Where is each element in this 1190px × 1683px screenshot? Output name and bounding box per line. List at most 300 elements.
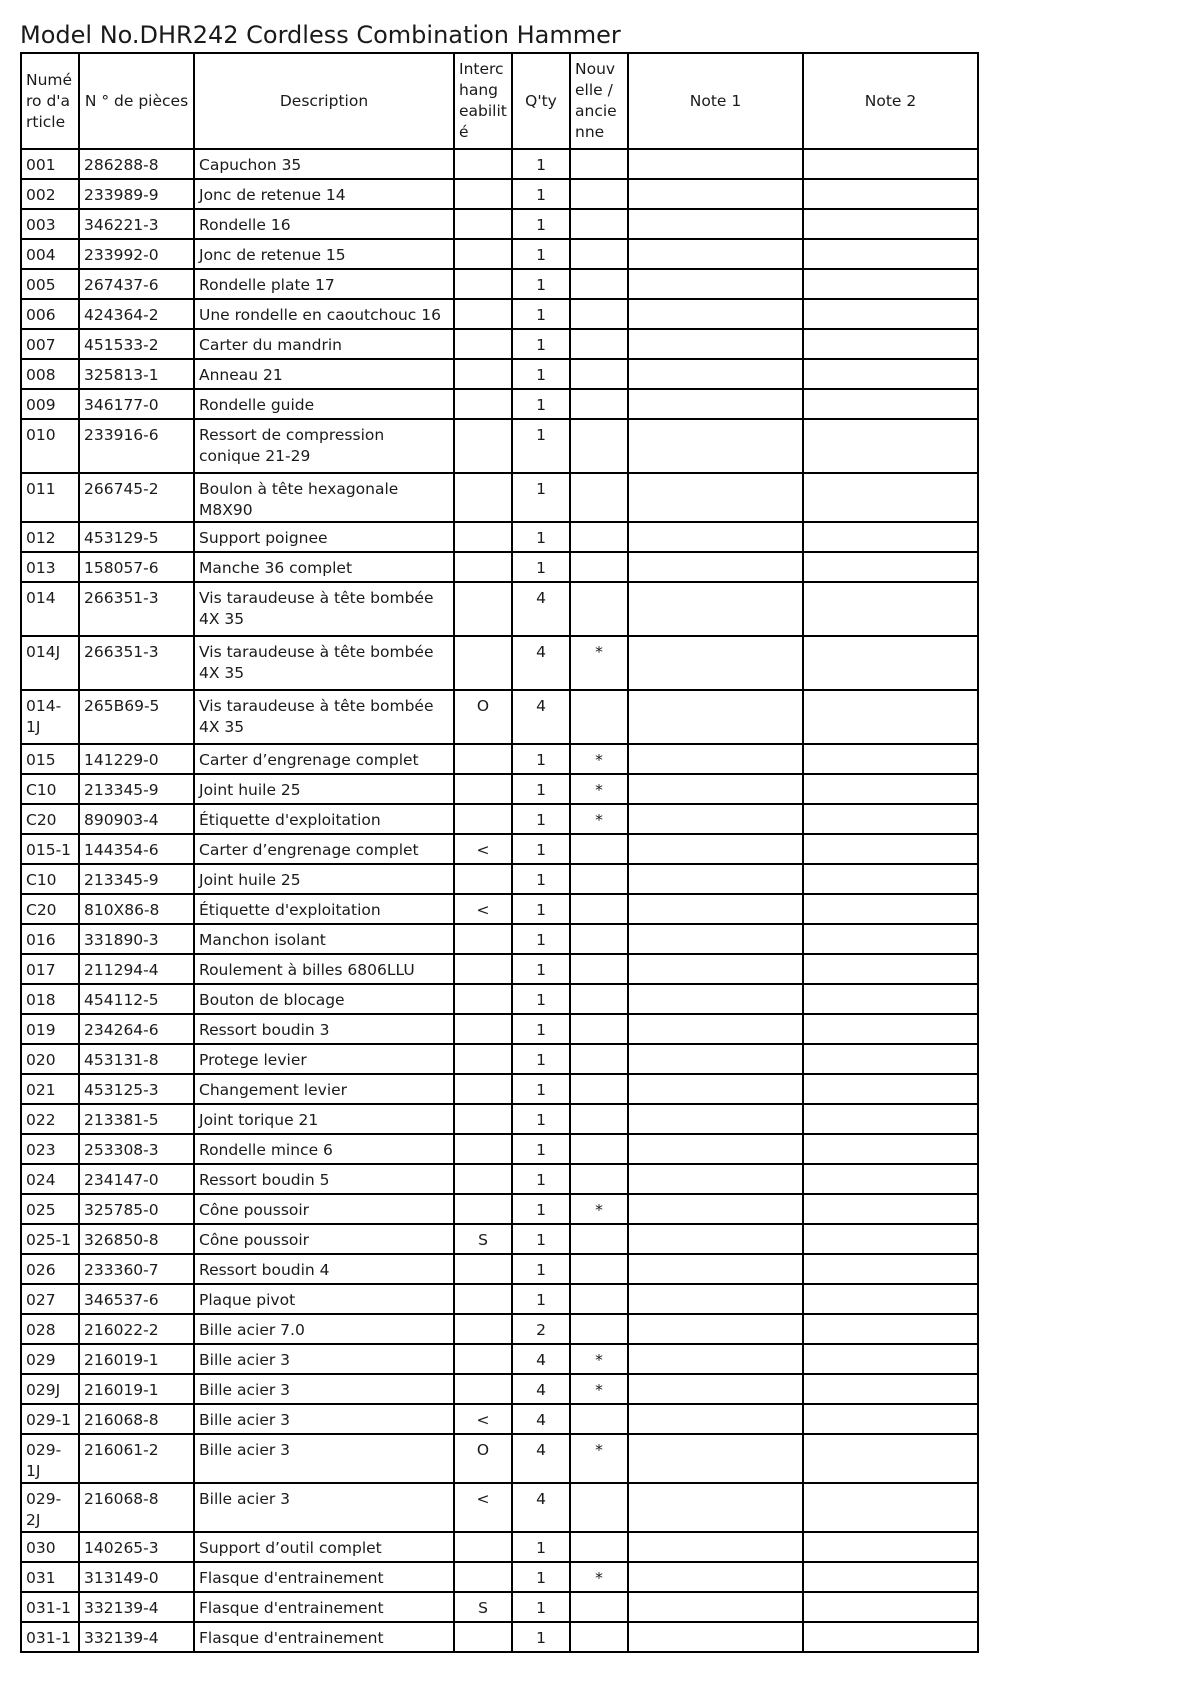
cell-note-2 — [803, 1014, 978, 1044]
cell-interchangeability — [454, 1284, 512, 1314]
cell-quantity: 1 — [512, 744, 570, 774]
table-row — [21, 924, 978, 954]
cell-quantity: 4 — [512, 582, 570, 636]
cell-item-number: 029-1 — [21, 1404, 79, 1434]
cell-description: Carter d’engrenage complet — [194, 834, 454, 864]
cell-new-old — [570, 239, 628, 269]
cell-new-old — [570, 209, 628, 239]
cell-quantity: 4 — [512, 1404, 570, 1434]
cell-quantity: 1 — [512, 389, 570, 419]
cell-new-old: * — [570, 1194, 628, 1224]
cell-quantity: 1 — [512, 1562, 570, 1592]
cell-interchangeability: O — [454, 1434, 512, 1483]
cell-quantity: 1 — [512, 359, 570, 389]
cell-item-number: 014-1J — [21, 690, 79, 744]
cell-quantity: 1 — [512, 894, 570, 924]
cell-description: Rondelle 16 — [194, 209, 454, 239]
cell-quantity: 4 — [512, 1344, 570, 1374]
cell-note-1 — [628, 269, 803, 299]
cell-note-2 — [803, 1483, 978, 1532]
parts-table-body — [21, 149, 978, 1652]
table-row — [21, 473, 978, 522]
cell-part-number: 325813-1 — [79, 359, 194, 389]
table-row — [21, 1344, 978, 1374]
cell-item-number: 015 — [21, 744, 79, 774]
cell-item-number: 031-1 — [21, 1622, 79, 1652]
cell-description: Une rondelle en caoutchouc 16 — [194, 299, 454, 329]
cell-note-1 — [628, 1074, 803, 1104]
table-row — [21, 1314, 978, 1344]
cell-new-old: * — [570, 1344, 628, 1374]
cell-interchangeability — [454, 774, 512, 804]
cell-quantity: 1 — [512, 1074, 570, 1104]
cell-note-2 — [803, 1044, 978, 1074]
table-row — [21, 1483, 978, 1532]
cell-note-2 — [803, 804, 978, 834]
cell-description: Flasque d'entrainement — [194, 1562, 454, 1592]
cell-new-old — [570, 299, 628, 329]
cell-part-number: 213345-9 — [79, 774, 194, 804]
cell-note-1 — [628, 1104, 803, 1134]
cell-note-2 — [803, 1164, 978, 1194]
table-row — [21, 1562, 978, 1592]
cell-note-2 — [803, 1284, 978, 1314]
cell-description: Ressort boudin 5 — [194, 1164, 454, 1194]
cell-note-1 — [628, 1044, 803, 1074]
cell-part-number: 234147-0 — [79, 1164, 194, 1194]
cell-item-number: 021 — [21, 1074, 79, 1104]
cell-part-number: 267437-6 — [79, 269, 194, 299]
cell-note-1 — [628, 984, 803, 1014]
cell-part-number: 424364-2 — [79, 299, 194, 329]
cell-interchangeability — [454, 419, 512, 473]
page-title: Model No.DHR242 Cordless Combination Hammer — [20, 21, 621, 49]
cell-description: Protege levier — [194, 1044, 454, 1074]
cell-note-2 — [803, 894, 978, 924]
cell-quantity: 4 — [512, 1374, 570, 1404]
cell-part-number: 266351-3 — [79, 582, 194, 636]
cell-item-number: 029-2J — [21, 1483, 79, 1532]
cell-quantity: 1 — [512, 774, 570, 804]
cell-new-old — [570, 552, 628, 582]
cell-part-number: 325785-0 — [79, 1194, 194, 1224]
cell-part-number: 266745-2 — [79, 473, 194, 522]
cell-part-number: 141229-0 — [79, 744, 194, 774]
cell-part-number: 332139-4 — [79, 1592, 194, 1622]
cell-part-number: 216022-2 — [79, 1314, 194, 1344]
cell-note-1 — [628, 1224, 803, 1254]
cell-part-number: 346221-3 — [79, 209, 194, 239]
cell-note-2 — [803, 1592, 978, 1622]
cell-note-1 — [628, 1562, 803, 1592]
cell-note-1 — [628, 690, 803, 744]
cell-part-number: 453125-3 — [79, 1074, 194, 1104]
cell-new-old: * — [570, 744, 628, 774]
cell-note-2 — [803, 419, 978, 473]
cell-quantity: 1 — [512, 1592, 570, 1622]
cell-interchangeability — [454, 1314, 512, 1344]
cell-note-2 — [803, 1404, 978, 1434]
cell-part-number: 346537-6 — [79, 1284, 194, 1314]
cell-note-1 — [628, 473, 803, 522]
cell-item-number: 001 — [21, 149, 79, 179]
cell-interchangeability: O — [454, 690, 512, 744]
cell-part-number: 346177-0 — [79, 389, 194, 419]
cell-part-number: 233989-9 — [79, 179, 194, 209]
cell-note-1 — [628, 1483, 803, 1532]
cell-description: Flasque d'entrainement — [194, 1622, 454, 1652]
cell-note-1 — [628, 1314, 803, 1344]
cell-note-2 — [803, 1134, 978, 1164]
cell-item-number: 020 — [21, 1044, 79, 1074]
cell-new-old — [570, 1014, 628, 1044]
cell-new-old — [570, 834, 628, 864]
cell-quantity: 1 — [512, 269, 570, 299]
cell-note-2 — [803, 864, 978, 894]
cell-description: Joint huile 25 — [194, 774, 454, 804]
cell-item-number: C10 — [21, 864, 79, 894]
cell-description: Vis taraudeuse à tête bombée 4X 35 — [194, 690, 454, 744]
cell-item-number: 011 — [21, 473, 79, 522]
table-row — [21, 834, 978, 864]
cell-item-number: 013 — [21, 552, 79, 582]
table-header-row — [21, 53, 978, 149]
cell-quantity: 2 — [512, 1314, 570, 1344]
cell-interchangeability — [454, 1622, 512, 1652]
table-row — [21, 1044, 978, 1074]
cell-item-number: 028 — [21, 1314, 79, 1344]
cell-description: Cône poussoir — [194, 1224, 454, 1254]
table-row — [21, 1434, 978, 1483]
cell-quantity: 4 — [512, 636, 570, 690]
cell-note-2 — [803, 774, 978, 804]
cell-part-number: 216061-2 — [79, 1434, 194, 1483]
cell-note-2 — [803, 636, 978, 690]
cell-new-old — [570, 690, 628, 744]
cell-quantity: 1 — [512, 804, 570, 834]
table-row — [21, 209, 978, 239]
table-row — [21, 744, 978, 774]
cell-description: Carter du mandrin — [194, 329, 454, 359]
cell-new-old — [570, 1483, 628, 1532]
cell-new-old — [570, 1164, 628, 1194]
cell-note-1 — [628, 924, 803, 954]
cell-new-old — [570, 269, 628, 299]
cell-note-2 — [803, 1224, 978, 1254]
cell-note-2 — [803, 744, 978, 774]
cell-item-number: 023 — [21, 1134, 79, 1164]
header-new-old-label: Nouv elle / ancie nne — [575, 60, 617, 141]
cell-interchangeability — [454, 149, 512, 179]
cell-note-1 — [628, 1434, 803, 1483]
cell-item-number: 031-1 — [21, 1592, 79, 1622]
cell-note-1 — [628, 1134, 803, 1164]
cell-note-1 — [628, 179, 803, 209]
cell-new-old — [570, 473, 628, 522]
cell-note-2 — [803, 690, 978, 744]
table-row — [21, 329, 978, 359]
header-part-number-label: N ° de pièces — [84, 91, 189, 110]
cell-new-old: * — [570, 804, 628, 834]
cell-quantity: 1 — [512, 419, 570, 473]
cell-interchangeability — [454, 954, 512, 984]
cell-quantity: 1 — [512, 329, 570, 359]
table-row — [21, 984, 978, 1014]
table-row — [21, 582, 978, 636]
header-note-1 — [628, 53, 803, 149]
cell-interchangeability — [454, 329, 512, 359]
cell-new-old — [570, 389, 628, 419]
cell-item-number: 026 — [21, 1254, 79, 1284]
cell-new-old: * — [570, 1374, 628, 1404]
cell-note-2 — [803, 299, 978, 329]
cell-item-number: 010 — [21, 419, 79, 473]
cell-new-old — [570, 1044, 628, 1074]
cell-note-1 — [628, 1284, 803, 1314]
cell-description: Ressort boudin 4 — [194, 1254, 454, 1284]
cell-part-number: 216019-1 — [79, 1344, 194, 1374]
cell-note-1 — [628, 209, 803, 239]
cell-part-number: 233992-0 — [79, 239, 194, 269]
cell-quantity: 4 — [512, 1434, 570, 1483]
table-row — [21, 1284, 978, 1314]
cell-interchangeability — [454, 1254, 512, 1284]
cell-part-number: 810X86-8 — [79, 894, 194, 924]
cell-new-old — [570, 954, 628, 984]
cell-description: Bille acier 7.0 — [194, 1314, 454, 1344]
table-row — [21, 1404, 978, 1434]
cell-part-number: 313149-0 — [79, 1562, 194, 1592]
cell-new-old: * — [570, 1434, 628, 1483]
table-row — [21, 1134, 978, 1164]
cell-note-2 — [803, 239, 978, 269]
cell-note-1 — [628, 954, 803, 984]
table-row — [21, 1254, 978, 1284]
cell-new-old — [570, 1622, 628, 1652]
cell-description: Étiquette d'exploitation — [194, 804, 454, 834]
table-row — [21, 636, 978, 690]
cell-item-number: 025 — [21, 1194, 79, 1224]
cell-description: Jonc de retenue 14 — [194, 179, 454, 209]
table-row — [21, 774, 978, 804]
cell-part-number: 233916-6 — [79, 419, 194, 473]
cell-quantity: 1 — [512, 1044, 570, 1074]
cell-part-number: 216019-1 — [79, 1374, 194, 1404]
cell-part-number: 266351-3 — [79, 636, 194, 690]
cell-item-number: 004 — [21, 239, 79, 269]
cell-description: Ressort boudin 3 — [194, 1014, 454, 1044]
cell-part-number: 454112-5 — [79, 984, 194, 1014]
cell-interchangeability: < — [454, 1483, 512, 1532]
cell-description: Ressort de compression conique 21-29 — [194, 419, 454, 473]
cell-note-1 — [628, 1622, 803, 1652]
header-quantity — [512, 53, 570, 149]
cell-note-2 — [803, 1104, 978, 1134]
cell-quantity: 1 — [512, 1104, 570, 1134]
cell-new-old: * — [570, 636, 628, 690]
cell-interchangeability — [454, 1194, 512, 1224]
cell-description: Boulon à tête hexagonale M8X90 — [194, 473, 454, 522]
cell-interchangeability — [454, 804, 512, 834]
cell-quantity: 1 — [512, 1284, 570, 1314]
cell-new-old — [570, 894, 628, 924]
cell-interchangeability — [454, 1532, 512, 1562]
table-row — [21, 1074, 978, 1104]
cell-item-number: 027 — [21, 1284, 79, 1314]
cell-new-old — [570, 864, 628, 894]
cell-description: Manche 36 complet — [194, 552, 454, 582]
cell-new-old — [570, 1134, 628, 1164]
cell-item-number: 025-1 — [21, 1224, 79, 1254]
header-item-number — [21, 53, 79, 149]
cell-interchangeability — [454, 1374, 512, 1404]
cell-note-2 — [803, 1374, 978, 1404]
cell-interchangeability — [454, 984, 512, 1014]
cell-description: Bille acier 3 — [194, 1404, 454, 1434]
cell-part-number: 158057-6 — [79, 552, 194, 582]
cell-item-number: C20 — [21, 804, 79, 834]
table-row — [21, 1014, 978, 1044]
cell-interchangeability — [454, 269, 512, 299]
cell-note-1 — [628, 1532, 803, 1562]
cell-note-1 — [628, 299, 803, 329]
cell-note-2 — [803, 984, 978, 1014]
cell-item-number: 007 — [21, 329, 79, 359]
table-row — [21, 864, 978, 894]
cell-note-1 — [628, 1014, 803, 1044]
cell-quantity: 1 — [512, 1134, 570, 1164]
cell-note-2 — [803, 1344, 978, 1374]
cell-quantity: 1 — [512, 954, 570, 984]
cell-quantity: 1 — [512, 1224, 570, 1254]
cell-note-1 — [628, 864, 803, 894]
cell-description: Rondelle guide — [194, 389, 454, 419]
cell-note-2 — [803, 1532, 978, 1562]
cell-item-number: 022 — [21, 1104, 79, 1134]
header-new-old — [570, 53, 628, 149]
cell-quantity: 1 — [512, 522, 570, 552]
cell-part-number: 890903-4 — [79, 804, 194, 834]
table-row — [21, 1532, 978, 1562]
cell-interchangeability — [454, 582, 512, 636]
cell-interchangeability — [454, 636, 512, 690]
cell-note-1 — [628, 239, 803, 269]
cell-part-number: 216068-8 — [79, 1404, 194, 1434]
cell-new-old — [570, 582, 628, 636]
cell-item-number: 006 — [21, 299, 79, 329]
table-row — [21, 894, 978, 924]
cell-interchangeability — [454, 389, 512, 419]
cell-note-1 — [628, 1254, 803, 1284]
cell-item-number: 030 — [21, 1532, 79, 1562]
cell-new-old — [570, 924, 628, 954]
cell-quantity: 1 — [512, 984, 570, 1014]
cell-quantity: 1 — [512, 1164, 570, 1194]
header-description — [194, 53, 454, 149]
cell-note-1 — [628, 1374, 803, 1404]
table-row — [21, 522, 978, 552]
cell-note-1 — [628, 359, 803, 389]
cell-interchangeability — [454, 209, 512, 239]
table-row — [21, 1374, 978, 1404]
cell-interchangeability — [454, 522, 512, 552]
cell-new-old — [570, 1592, 628, 1622]
cell-part-number: 453131-8 — [79, 1044, 194, 1074]
cell-interchangeability — [454, 1104, 512, 1134]
cell-interchangeability — [454, 1344, 512, 1374]
cell-new-old — [570, 419, 628, 473]
table-row — [21, 1592, 978, 1622]
cell-part-number: 234264-6 — [79, 1014, 194, 1044]
header-item-number-label: Numé ro d'a rticle — [26, 70, 73, 131]
cell-item-number: 016 — [21, 924, 79, 954]
cell-interchangeability — [454, 299, 512, 329]
cell-quantity: 1 — [512, 1532, 570, 1562]
cell-new-old — [570, 1254, 628, 1284]
cell-interchangeability: S — [454, 1224, 512, 1254]
table-row — [21, 1164, 978, 1194]
cell-description: Changement levier — [194, 1074, 454, 1104]
cell-quantity: 1 — [512, 1194, 570, 1224]
cell-item-number: 014 — [21, 582, 79, 636]
cell-quantity: 1 — [512, 473, 570, 522]
table-row — [21, 299, 978, 329]
cell-item-number: 009 — [21, 389, 79, 419]
cell-note-2 — [803, 1254, 978, 1284]
cell-item-number: 024 — [21, 1164, 79, 1194]
cell-note-2 — [803, 1622, 978, 1652]
table-row — [21, 389, 978, 419]
cell-quantity: 1 — [512, 834, 570, 864]
cell-description: Plaque pivot — [194, 1284, 454, 1314]
cell-part-number: 265B69-5 — [79, 690, 194, 744]
cell-note-2 — [803, 1074, 978, 1104]
cell-part-number: 233360-7 — [79, 1254, 194, 1284]
cell-description: Support poignee — [194, 522, 454, 552]
cell-description: Bille acier 3 — [194, 1344, 454, 1374]
cell-item-number: C20 — [21, 894, 79, 924]
cell-description: Joint torique 21 — [194, 1104, 454, 1134]
cell-new-old — [570, 1284, 628, 1314]
cell-new-old: * — [570, 774, 628, 804]
cell-note-1 — [628, 834, 803, 864]
cell-interchangeability — [454, 552, 512, 582]
cell-part-number: 332139-4 — [79, 1622, 194, 1652]
cell-note-2 — [803, 582, 978, 636]
table-row — [21, 552, 978, 582]
cell-description: Rondelle mince 6 — [194, 1134, 454, 1164]
header-note-2 — [803, 53, 978, 149]
cell-item-number: 019 — [21, 1014, 79, 1044]
cell-new-old — [570, 522, 628, 552]
cell-quantity: 1 — [512, 299, 570, 329]
cell-note-1 — [628, 804, 803, 834]
cell-note-2 — [803, 924, 978, 954]
cell-item-number: 012 — [21, 522, 79, 552]
cell-interchangeability — [454, 1044, 512, 1074]
table-row — [21, 149, 978, 179]
cell-interchangeability: S — [454, 1592, 512, 1622]
cell-note-2 — [803, 209, 978, 239]
cell-note-1 — [628, 1344, 803, 1374]
cell-description: Joint huile 25 — [194, 864, 454, 894]
cell-new-old — [570, 1224, 628, 1254]
cell-quantity: 1 — [512, 1622, 570, 1652]
cell-description: Bille acier 3 — [194, 1434, 454, 1483]
cell-item-number: 029J — [21, 1374, 79, 1404]
cell-description: Vis taraudeuse à tête bombée 4X 35 — [194, 582, 454, 636]
cell-note-1 — [628, 1164, 803, 1194]
